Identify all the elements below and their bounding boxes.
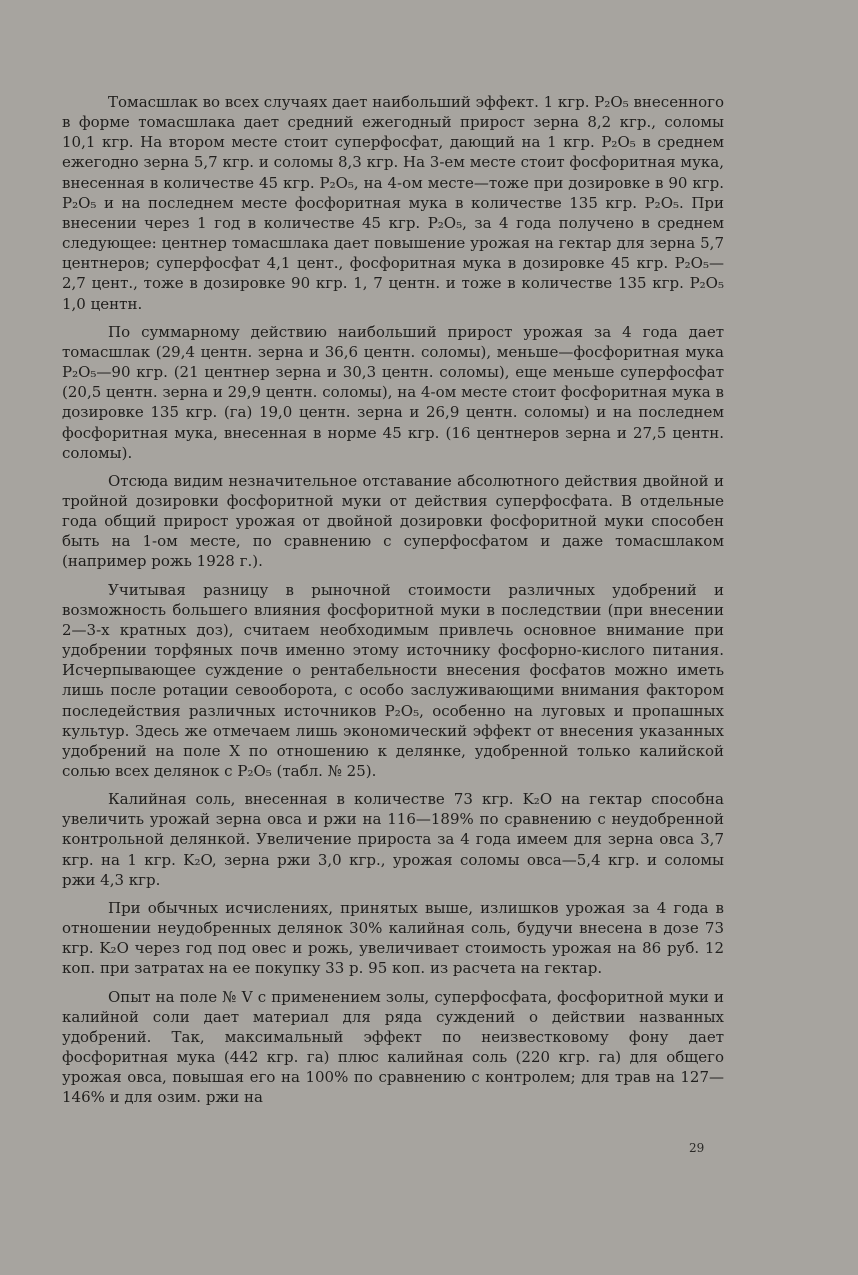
body-text: [62, 92, 724, 1116]
paragraph-1: Томасшлак во всех случаях дает наибольший эффект. 1 кгр. P₂O₅ внесенного в форме томасшлака дает средний ежегодный прирост зерна 8,2 кгр., соломы 10,1 кгр. На втором месте стоит суперфосфат, дающий на 1 кгр. P₂O₅ в среднем ежегодно зерна 5,7 кгр. и соломы 8,3 кгр. На 3-ем месте стоит фосфоритная мука, внесенная в количестве 45 кгр. P₂O₅, на 4-ом месте—тоже при дозировке в 90 кгр. P₂O₅ и на последнем месте фосфоритная мука в количестве 135 кгр. P₂O₅. При внесении через 1 год в количестве 45 кгр. P₂O₅, за 4 года получено в среднем следующее: центнер томасшлака дает повышение урожая на гектар для зерна 5,7 центнеров; суперфосфат 4,1 цент., фосфоритная мука в дозировке 45 кгр. P₂O₅—2,7 цент., тоже в дозировке 90 кгр. 1, 7 центн. и тоже в количестве 135 кгр. P₂O₅ 1,0 центн.: [62, 93, 724, 313]
paragraph-7: Опыт на поле № V с применением золы, суперфосфата, фосфоритной муки и калийной соли дает материал для ряда суждений о действии названных удобрений. Так, максимальный эффект по неизвестковому фону дает фосфоритная мука (442 кгр. га) плюс калийная соль (220 кгр. га) для общего урожая овса, повышая его на 100% по сравнению с контролем; для трав на 127—146% и для озим. ржи на: [62, 987, 724, 1107]
paragraph-5: Калийная соль, внесенная в количестве 73 кгр. K₂O на гектар способна увеличить урожай зерна овса и ржи на 116—189% по сравнению с неудобренной контрольной делянкой. Увеличение прироста за 4 года имеем для зерна овса 3,7 кгр. на 1 кгр. K₂O, зерна ржи 3,0 кгр., урожая соломы овса—5,4 кгр. и соломы ржи 4,3 кгр.: [62, 790, 724, 889]
paragraph-6: При обычных исчислениях, принятых выше, излишков урожая за 4 года в отношении неудобренных делянок 30% калийная соль, будучи внесена в дозе 73 кгр. K₂O через год под овес и рожь, увеличивает стоимость урожая на 86 руб. 12 коп. при затратах на ее покупку 33 р. 95 коп. из расчета на гектар.: [62, 898, 724, 978]
paragraph-3: Отсюда видим незначительное отставание абсолютного действия двойной и тройной дозировки фосфоритной муки от действия суперфосфата. В отдельные года общий прирост урожая от двойной дозировки фосфоритной муки способен быть на 1-ом месте, по сравнению с суперфосфатом и даже томасшлаком (например рожь 1928 г.).: [62, 471, 724, 571]
paragraph-4: Учитывая разницу в рыночной стоимости различных удобрений и возможность большего влияния фосфоритной муки в последствии (при внесении 2—3-х кратных доз), считаем необходимым привлечь основное внимание при удобрении торфяных почв именно этому источнику фосфорно-кислого питания. Исчерпывающее суждение о рентабельности внесения фосфатов можно иметь лишь после ротации севооборота, с особо заслуживающими внимания фактором последействия различных источников P₂O₅, особенно на луговых и пропашных культур. Здесь же отмечаем лишь экономический эффект от внесения указанных удобрений на поле X по отношению к делянке, удобренной только калийской солью всех делянок с P₂O₅ (табл. № 25).: [62, 580, 724, 780]
page-number: 29: [689, 1141, 705, 1155]
paragraph-2: По суммарному действию наибольший прирост урожая за 4 года дает томасшлак (29,4 центн. зерна и 36,6 центн. соломы), меньше—фосфоритная мука P₂O₅—90 кгр. (21 центнер зерна и 30,3 центн. соломы), еще меньше суперфосфат (20,5 центн. зерна и 29,9 центн. соломы), на 4-ом месте стоит фосфоритная мука в дозировке 135 кгр. (га) 19,0 центн. зерна и 26,9 центн. соломы) и на последнем фосфоритная мука, внесенная в норме 45 кгр. (16 центнеров зерна и 27,5 центн. соломы).: [62, 322, 724, 462]
